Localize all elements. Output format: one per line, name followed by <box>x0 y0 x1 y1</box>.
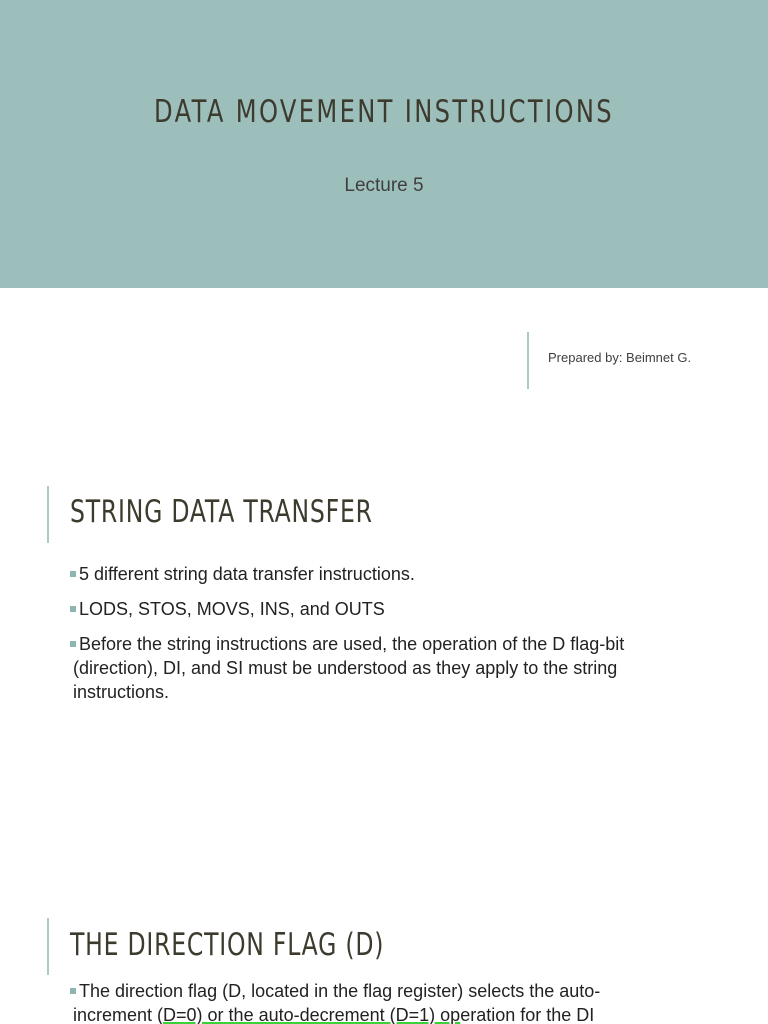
section-heading-string-data-transfer: STRING DATA TRANSFER <box>70 494 373 530</box>
lecture-subtitle: Lecture 5 <box>344 175 424 196</box>
section-divider <box>47 486 49 543</box>
bullet-square-icon <box>70 606 76 612</box>
list-item: Before the string instructions are used, the operation of the D flag-bit (direction), DI, and SI must be understood as they apply to the string instructions. <box>68 632 678 704</box>
section-heading-direction-flag: THE DIRECTION FLAG (D) <box>70 927 385 963</box>
list-item: LODS, STOS, MOVS, INS, and OUTS <box>68 597 678 621</box>
list-item: The direction flag (D, located in the flag register) selects the auto-increment (D=0) or the auto-decrement (D=1) operation for the DI <box>68 979 678 1024</box>
prepared-divider <box>527 332 529 389</box>
title-slide-band <box>0 0 768 288</box>
bullet-square-icon <box>70 571 76 577</box>
spellcheck-underline: D=0) or the auto-decrement (D=1) op <box>163 1005 461 1024</box>
page-title: DATA MOVEMENT INSTRUCTIONS <box>154 94 614 130</box>
bullet-square-icon <box>70 988 76 994</box>
bullet-square-icon <box>70 641 76 647</box>
prepared-by: Prepared by: Beimnet G. <box>548 350 692 365</box>
string-transfer-bullets <box>68 562 678 715</box>
list-item: 5 different string data transfer instructions. <box>68 562 678 586</box>
section-divider <box>47 918 49 975</box>
direction-flag-bullets <box>68 979 678 1024</box>
